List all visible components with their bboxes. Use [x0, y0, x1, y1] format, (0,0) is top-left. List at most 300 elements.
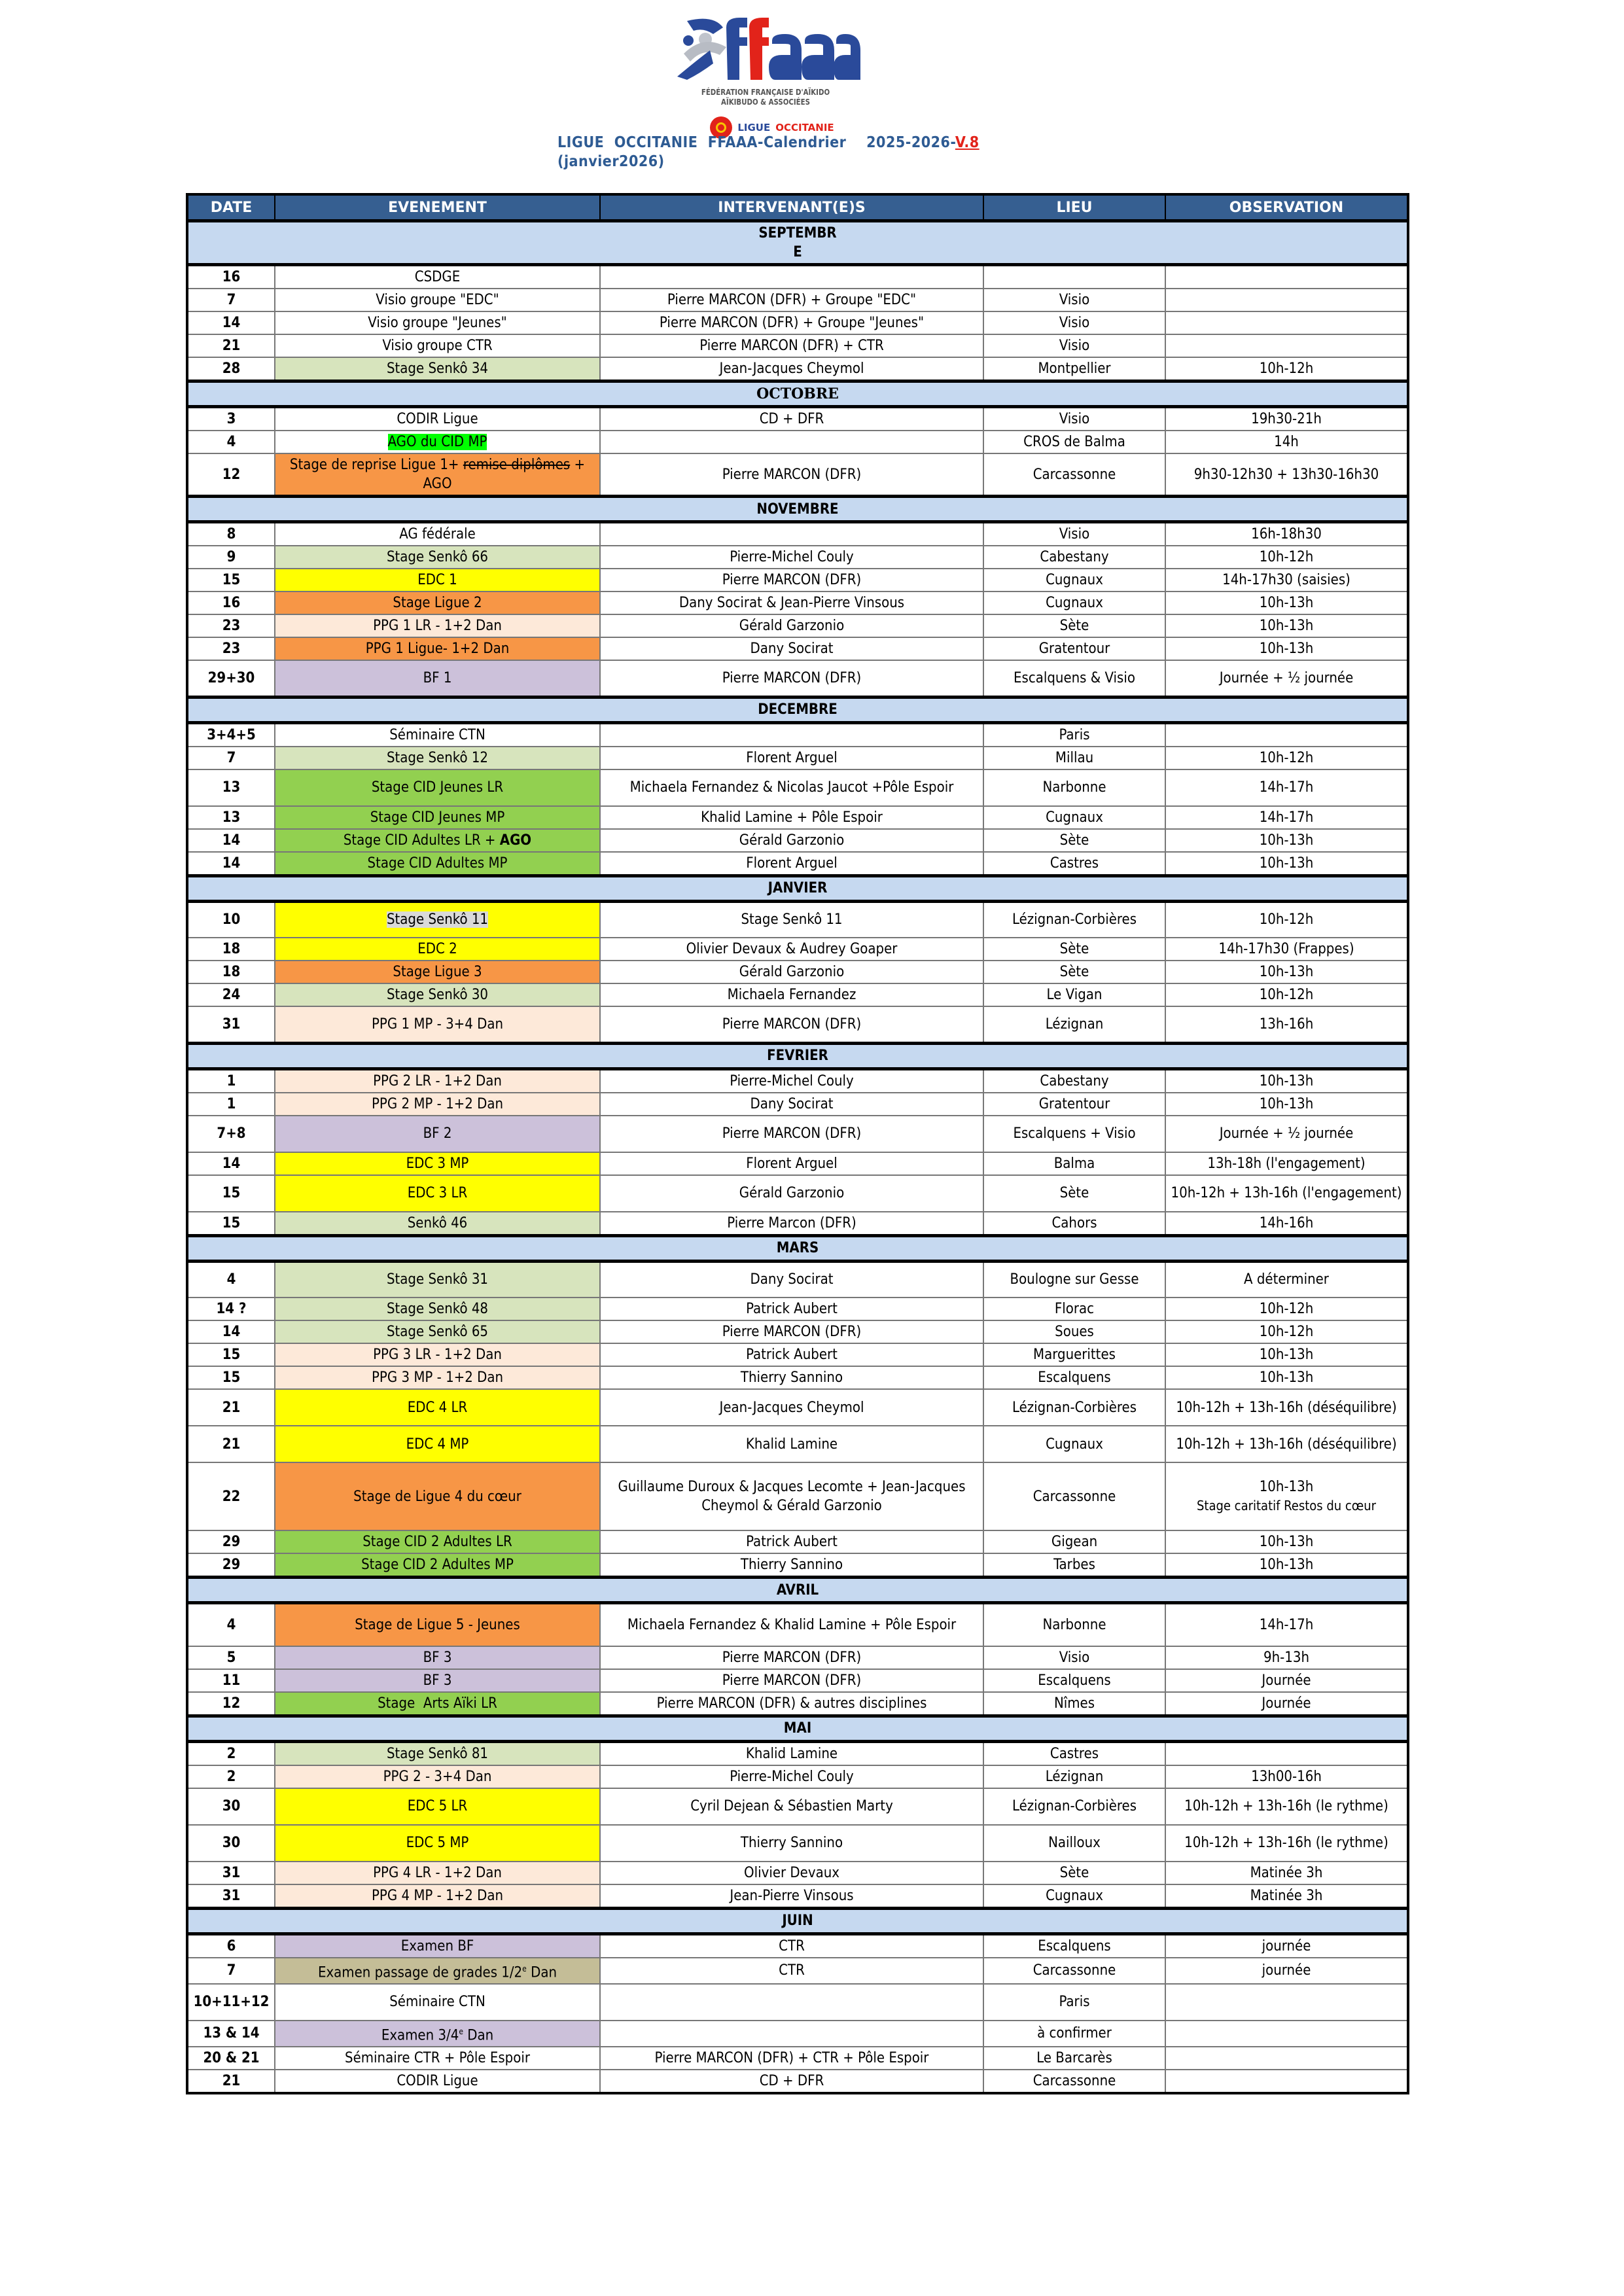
- cell-event: [275, 1646, 600, 1669]
- month-label-line2: E: [793, 244, 802, 260]
- table-row: [187, 289, 1408, 311]
- cell-place: Escalquens & Visio: [983, 660, 1165, 697]
- cell-place: Sète: [983, 1862, 1165, 1884]
- cell-date: 12: [187, 1692, 275, 1716]
- table-row: [187, 722, 1408, 747]
- cell-place: Cugnaux: [983, 1426, 1165, 1462]
- table-row: [187, 1298, 1408, 1320]
- cell-place: Marguerittes: [983, 1343, 1165, 1366]
- cell-event: [275, 569, 600, 592]
- month-row-juin: [187, 1908, 1408, 1934]
- version-label: V.8: [955, 134, 980, 151]
- cell-place: Lézignan-Corbières: [983, 1389, 1165, 1426]
- column-header-speakers: INTERVENANT(E)S: [600, 194, 983, 221]
- event-text: BF 3: [423, 1649, 452, 1666]
- table-row: [187, 522, 1408, 546]
- cell-date: 16: [187, 592, 275, 614]
- cell-speakers: Thierry Sannino: [600, 1366, 983, 1389]
- cell-observation: [1165, 722, 1408, 747]
- cell-speakers: Dany Socirat & Jean-Pierre Vinsous: [600, 592, 983, 614]
- cell-observation: 10h-12h: [1165, 983, 1408, 1006]
- event-text: EDC 3 MP: [406, 1155, 469, 1172]
- cell-event: [275, 1862, 600, 1884]
- table-row: [187, 637, 1408, 660]
- cell-event: [275, 1553, 600, 1578]
- ligue-word: LIGUE: [737, 122, 771, 133]
- cell-speakers: Pierre MARCON (DFR): [600, 453, 983, 497]
- cell-event: [275, 938, 600, 961]
- cell-place: Sète: [983, 614, 1165, 637]
- event-text: Stage CID 2 Adultes LR: [362, 1534, 512, 1550]
- table-row: [187, 829, 1408, 852]
- event-text: Stage CID Adultes LR +: [343, 832, 500, 849]
- calendar-body: [187, 221, 1408, 2094]
- cell-observation: [1165, 2047, 1408, 2070]
- event-text: EDC 2: [417, 941, 457, 957]
- table-row: [187, 1389, 1408, 1426]
- cell-event: [275, 637, 600, 660]
- cell-event: [275, 311, 600, 334]
- cell-place: Narbonne: [983, 769, 1165, 806]
- cell-observation: 10h-12h + 13h-16h (l'engagement): [1165, 1175, 1408, 1212]
- cell-observation: 10h-13h: [1165, 614, 1408, 637]
- table-row: [187, 1530, 1408, 1553]
- table-row: [187, 1603, 1408, 1646]
- cell-speakers: Dany Socirat: [600, 1261, 983, 1298]
- cell-place: Visio: [983, 407, 1165, 431]
- cell-place: Escalquens: [983, 1669, 1165, 1692]
- cell-observation: 10h-12h: [1165, 901, 1408, 938]
- event-text: PPG 2 - 3+4 Dan: [383, 1768, 492, 1785]
- event-text: Visio groupe "EDC": [376, 292, 499, 308]
- cell-speakers: [600, 431, 983, 453]
- cell-date: 22: [187, 1462, 275, 1530]
- cell-date: 1: [187, 1069, 275, 1093]
- cell-place: Carcassonne: [983, 2070, 1165, 2093]
- cell-observation: [1165, 2021, 1408, 2047]
- event-text: Stage de Ligue 4 du cœur: [353, 1488, 521, 1505]
- table-row: [187, 2070, 1408, 2093]
- cell-date: 8: [187, 522, 275, 546]
- title-main: LIGUE OCCITANIE FFAAA-Calendrier 2025-2026-: [557, 134, 955, 151]
- cell-date: 2: [187, 1765, 275, 1788]
- cell-place: Balma: [983, 1152, 1165, 1175]
- cell-place: Cahors: [983, 1212, 1165, 1236]
- cell-place: Montpellier: [983, 357, 1165, 381]
- month-label-line1: SEPTEMBR: [758, 225, 837, 241]
- table-row: [187, 1175, 1408, 1212]
- cell-event: [275, 1669, 600, 1692]
- federation-line1: FÉDÉRATION FRANÇAISE D'AÏKIDO: [701, 88, 830, 97]
- cell-date: 2: [187, 1741, 275, 1765]
- cell-observation: 10h-13h: [1165, 592, 1408, 614]
- event-text: Stage Senkô 34: [386, 361, 489, 377]
- cell-speakers: CD + DFR: [600, 407, 983, 431]
- event-text: AGO du CID MP: [387, 434, 487, 450]
- table-row: [187, 453, 1408, 497]
- cell-event: [275, 592, 600, 614]
- event-text: PPG 2 MP - 1+2 Dan: [371, 1095, 504, 1112]
- cell-event: [275, 829, 600, 852]
- cell-date: 15: [187, 1366, 275, 1389]
- cell-speakers: Patrick Aubert: [600, 1343, 983, 1366]
- cell-place: Nailloux: [983, 1825, 1165, 1862]
- cell-observation: 10h-13h: [1165, 1343, 1408, 1366]
- table-row: [187, 1692, 1408, 1716]
- month-label: AVRIL: [187, 1578, 1408, 1603]
- cell-observation: 10h-12h: [1165, 1320, 1408, 1343]
- event-text: Séminaire CTN: [389, 1994, 485, 2011]
- event-text: Visio groupe CTR: [382, 338, 493, 354]
- cell-observation: 10h-12h + 13h-16h (déséquilibre): [1165, 1426, 1408, 1462]
- cell-observation: 13h-18h (l'engagement): [1165, 1152, 1408, 1175]
- cell-event: [275, 1958, 600, 1984]
- cell-observation: 10h-12h: [1165, 747, 1408, 769]
- cell-place: Sète: [983, 938, 1165, 961]
- cell-speakers: Pierre MARCON (DFR): [600, 1320, 983, 1343]
- cell-speakers: Jean-Jacques Cheymol: [600, 357, 983, 381]
- event-superscript: e: [459, 2026, 463, 2036]
- cell-place: Castres: [983, 1741, 1165, 1765]
- cell-observation: journée: [1165, 1958, 1408, 1984]
- table-row: [187, 311, 1408, 334]
- cell-speakers: CTR: [600, 1958, 983, 1984]
- cell-observation: [1165, 1984, 1408, 2021]
- cell-date: 21: [187, 1389, 275, 1426]
- table-row: [187, 1958, 1408, 1984]
- table-row: [187, 1646, 1408, 1669]
- table-row: [187, 747, 1408, 769]
- cell-event: [275, 1788, 600, 1825]
- event-text: PPG 1 MP - 3+4 Dan: [371, 1016, 504, 1033]
- cell-event: [275, 1984, 600, 2021]
- cell-date: 24: [187, 983, 275, 1006]
- cell-speakers: Pierre MARCON (DFR): [600, 1646, 983, 1669]
- event-text: EDC 5 MP: [406, 1835, 469, 1851]
- cell-place: Millau: [983, 747, 1165, 769]
- cell-place: Lézignan: [983, 1006, 1165, 1043]
- cell-event: [275, 983, 600, 1006]
- cell-event: [275, 1212, 600, 1236]
- cell-date: 28: [187, 357, 275, 381]
- cell-date: 3: [187, 407, 275, 431]
- event-text: BF 1: [423, 669, 452, 686]
- table-row: [187, 1116, 1408, 1152]
- month-label: JUIN: [187, 1908, 1408, 1934]
- cell-speakers: CD + DFR: [600, 2070, 983, 2093]
- table-row: [187, 1984, 1408, 2021]
- cell-place: Visio: [983, 522, 1165, 546]
- cell-observation: 10h-13h: [1165, 961, 1408, 983]
- cell-event: [275, 1261, 600, 1298]
- table-row: [187, 2021, 1408, 2047]
- cell-date: 5: [187, 1646, 275, 1669]
- cell-observation: [1165, 1741, 1408, 1765]
- cell-event: [275, 1825, 600, 1862]
- cell-observation: 10h-12h + 13h-16h (le rythme): [1165, 1788, 1408, 1825]
- cell-place: Cabestany: [983, 1069, 1165, 1093]
- event-text: EDC 4 LR: [407, 1399, 468, 1416]
- cell-place: CROS de Balma: [983, 431, 1165, 453]
- cell-observation: 14h-17h: [1165, 1603, 1408, 1646]
- cell-place: Escalquens + Visio: [983, 1116, 1165, 1152]
- cell-date: 7+8: [187, 1116, 275, 1152]
- cell-speakers: Dany Socirat: [600, 1093, 983, 1116]
- cell-event: [275, 1366, 600, 1389]
- table-row: [187, 983, 1408, 1006]
- ligue-region: OCCITANIE: [775, 122, 834, 133]
- cell-place: Visio: [983, 311, 1165, 334]
- cell-speakers: [600, 1984, 983, 2021]
- month-row-novembre: [187, 497, 1408, 522]
- cell-observation: Journée: [1165, 1692, 1408, 1716]
- cell-place: Gigean: [983, 1530, 1165, 1553]
- cell-speakers: Michaela Fernandez: [600, 983, 983, 1006]
- cell-place: Florac: [983, 1298, 1165, 1320]
- event-text: CSDGE: [414, 269, 461, 285]
- table-row: [187, 1212, 1408, 1236]
- table-row: [187, 1934, 1408, 1958]
- cell-date: 29: [187, 1530, 275, 1553]
- cell-place: Escalquens: [983, 1366, 1165, 1389]
- event-text: Stage Senkô 66: [386, 549, 489, 565]
- cell-speakers: Pierre MARCON (DFR) & autres disciplines: [600, 1692, 983, 1716]
- cell-observation: A déterminer: [1165, 1261, 1408, 1298]
- cell-observation: 14h: [1165, 431, 1408, 453]
- cell-place: Soues: [983, 1320, 1165, 1343]
- table-row: [187, 265, 1408, 289]
- table-row: [187, 407, 1408, 431]
- cell-observation: 10h-13h: [1165, 1530, 1408, 1553]
- event-text: Stage CID Jeunes MP: [370, 809, 505, 826]
- cell-date: 4: [187, 1261, 275, 1298]
- table-row: [187, 938, 1408, 961]
- cell-place: Boulogne sur Gesse: [983, 1261, 1165, 1298]
- cell-event: [275, 1934, 600, 1958]
- cell-speakers: Pierre MARCON (DFR): [600, 1669, 983, 1692]
- cell-speakers: Gérald Garzonio: [600, 829, 983, 852]
- cell-event: [275, 1152, 600, 1175]
- event-text: PPG 1 LR - 1+2 Dan: [373, 618, 502, 634]
- cell-place: Tarbes: [983, 1553, 1165, 1578]
- column-header-date: DATE: [187, 194, 275, 221]
- cell-date: 13: [187, 769, 275, 806]
- table-header-row: [187, 194, 1408, 221]
- event-text: Examen passage de grades 1/2: [317, 1964, 523, 1981]
- cell-observation: 10h-12h + 13h-16h (déséquilibre): [1165, 1389, 1408, 1426]
- cell-place: Lézignan-Corbières: [983, 1788, 1165, 1825]
- cell-place: Lézignan-Corbières: [983, 901, 1165, 938]
- event-text: PPG 4 MP - 1+2 Dan: [371, 1887, 504, 1904]
- table-row: [187, 334, 1408, 357]
- cell-speakers: CTR: [600, 1934, 983, 1958]
- table-row: [187, 431, 1408, 453]
- cell-event: [275, 1692, 600, 1716]
- cell-event: [275, 453, 600, 497]
- cell-event: [275, 265, 600, 289]
- cell-speakers: Pierre MARCON (DFR): [600, 660, 983, 697]
- table-row: [187, 1741, 1408, 1765]
- event-text-tail: Dan: [526, 1964, 557, 1981]
- cell-place: à confirmer: [983, 2021, 1165, 2047]
- cell-date: 15: [187, 1343, 275, 1366]
- cell-speakers: Cyril Dejean & Sébastien Marty: [600, 1788, 983, 1825]
- cell-observation: 10h-13h: [1165, 1366, 1408, 1389]
- cell-event: [275, 1175, 600, 1212]
- cell-place: Visio: [983, 289, 1165, 311]
- cell-event: [275, 334, 600, 357]
- event-text: EDC 4 MP: [406, 1436, 469, 1453]
- event-text: Stage Ligue 3: [393, 964, 482, 980]
- cell-event: [275, 901, 600, 938]
- event-text: Examen BF: [400, 1937, 474, 1954]
- cell-observation: 14h-16h: [1165, 1212, 1408, 1236]
- cell-date: 9: [187, 546, 275, 569]
- event-text: Stage Senkô 48: [386, 1301, 489, 1317]
- table-row: [187, 1261, 1408, 1298]
- cell-event: [275, 722, 600, 747]
- cell-observation: 19h30-21h: [1165, 407, 1408, 431]
- cell-date: 14 ?: [187, 1298, 275, 1320]
- event-text: Séminaire CTN: [389, 726, 485, 743]
- table-row: [187, 1884, 1408, 1909]
- cell-speakers: Michaela Fernandez & Nicolas Jaucot +Pôle Espoir: [600, 769, 983, 806]
- month-row-avril: [187, 1578, 1408, 1603]
- federation-name: [677, 88, 855, 107]
- cell-date: 31: [187, 1884, 275, 1909]
- event-text: Stage Senkô 30: [386, 987, 489, 1003]
- event-text: PPG 4 LR - 1+2 Dan: [373, 1864, 502, 1881]
- cell-event: [275, 1320, 600, 1343]
- cell-speakers: Florent Arguel: [600, 852, 983, 876]
- table-row: [187, 1825, 1408, 1862]
- month-label: [187, 221, 1408, 265]
- table-row: [187, 1669, 1408, 1692]
- observation-line1: 10h-13h: [1259, 1479, 1314, 1495]
- cell-observation: Journée + ½ journée: [1165, 660, 1408, 697]
- event-text: Examen 3/4: [381, 2027, 459, 2044]
- cell-observation: [1165, 311, 1408, 334]
- cell-observation: [1165, 1462, 1408, 1530]
- cell-observation: Matinée 3h: [1165, 1862, 1408, 1884]
- event-text: Stage Arts Aïki LR: [378, 1695, 497, 1712]
- column-header-observation: OBSERVATION: [1165, 194, 1408, 221]
- cell-date: 7: [187, 747, 275, 769]
- event-text: Stage CID Adultes MP: [367, 855, 508, 872]
- cell-date: 3+4+5: [187, 722, 275, 747]
- cell-date: 23: [187, 637, 275, 660]
- table-row: [187, 769, 1408, 806]
- cell-place: Sète: [983, 961, 1165, 983]
- cell-observation: 10h-12h: [1165, 546, 1408, 569]
- table-row: [187, 901, 1408, 938]
- cell-speakers: Pierre Marcon (DFR): [600, 1212, 983, 1236]
- table-row: [187, 1462, 1408, 1530]
- cell-speakers: Olivier Devaux & Audrey Goaper: [600, 938, 983, 961]
- cell-place: Cugnaux: [983, 569, 1165, 592]
- table-row: [187, 1320, 1408, 1343]
- cell-event: [275, 2021, 600, 2047]
- ffaaa-logo: [661, 14, 857, 132]
- cell-event: [275, 1093, 600, 1116]
- cell-date: 15: [187, 1212, 275, 1236]
- cell-speakers: Florent Arguel: [600, 747, 983, 769]
- table-row: [187, 1366, 1408, 1389]
- cell-observation: 10h-12h: [1165, 357, 1408, 381]
- cell-date: 4: [187, 431, 275, 453]
- cell-date: 23: [187, 614, 275, 637]
- month-row-mars: [187, 1235, 1408, 1261]
- event-text: BF 2: [423, 1125, 452, 1142]
- cell-event: [275, 769, 600, 806]
- event-text: Visio groupe "Jeunes": [368, 315, 507, 331]
- cell-date: 30: [187, 1825, 275, 1862]
- ffaaa-logo-icon: [674, 14, 864, 86]
- cell-place: [983, 265, 1165, 289]
- table-row: [187, 1553, 1408, 1578]
- cell-event: [275, 1006, 600, 1043]
- event-struck-text: remise diplômes: [463, 457, 571, 473]
- cell-speakers: Pierre-Michel Couly: [600, 1765, 983, 1788]
- event-text: Stage Senkô 12: [386, 749, 489, 766]
- cell-event: [275, 1884, 600, 1909]
- cell-date: 29+30: [187, 660, 275, 697]
- event-text: Stage Senkô 81: [386, 1745, 489, 1762]
- cell-observation: [1165, 289, 1408, 311]
- cell-speakers: [600, 522, 983, 546]
- title-date: (janvier2026): [557, 153, 665, 170]
- event-text: Stage Senkô 65: [386, 1324, 489, 1340]
- cell-speakers: Pierre MARCON (DFR): [600, 569, 983, 592]
- month-row-octobre: [187, 381, 1408, 407]
- cell-event: [275, 1741, 600, 1765]
- event-bold-text: AGO: [499, 832, 532, 849]
- event-text: EDC 1: [417, 572, 457, 588]
- month-row-fevrier: [187, 1043, 1408, 1069]
- cell-observation: 10h-13h: [1165, 637, 1408, 660]
- cell-speakers: Dany Socirat: [600, 637, 983, 660]
- cell-date: 6: [187, 1934, 275, 1958]
- cell-place: Visio: [983, 334, 1165, 357]
- cell-speakers: [600, 2021, 983, 2047]
- cell-speakers: Patrick Aubert: [600, 1298, 983, 1320]
- cell-date: 14: [187, 1152, 275, 1175]
- event-text: Stage CID Jeunes LR: [371, 779, 504, 796]
- event-text: Stage de Ligue 5 - Jeunes: [355, 1616, 520, 1633]
- cell-date: 16: [187, 265, 275, 289]
- cell-event: [275, 852, 600, 876]
- table-row: [187, 592, 1408, 614]
- cell-observation: 14h-17h30 (Frappes): [1165, 938, 1408, 961]
- cell-event: [275, 357, 600, 381]
- table-row: [187, 1152, 1408, 1175]
- month-label: MAI: [187, 1716, 1408, 1741]
- cell-event: [275, 1116, 600, 1152]
- cell-observation: 14h-17h: [1165, 769, 1408, 806]
- cell-date: 30: [187, 1788, 275, 1825]
- cell-speakers: Gérald Garzonio: [600, 614, 983, 637]
- table-row: [187, 1093, 1408, 1116]
- cell-observation: [1165, 2070, 1408, 2093]
- event-text: PPG 3 LR - 1+2 Dan: [373, 1347, 502, 1363]
- cell-place: Lézignan: [983, 1765, 1165, 1788]
- cell-event: [275, 806, 600, 829]
- cell-event: [275, 1343, 600, 1366]
- month-label: NOVEMBRE: [187, 497, 1408, 522]
- cell-date: 4: [187, 1603, 275, 1646]
- table-row: [187, 357, 1408, 381]
- table-row: [187, 546, 1408, 569]
